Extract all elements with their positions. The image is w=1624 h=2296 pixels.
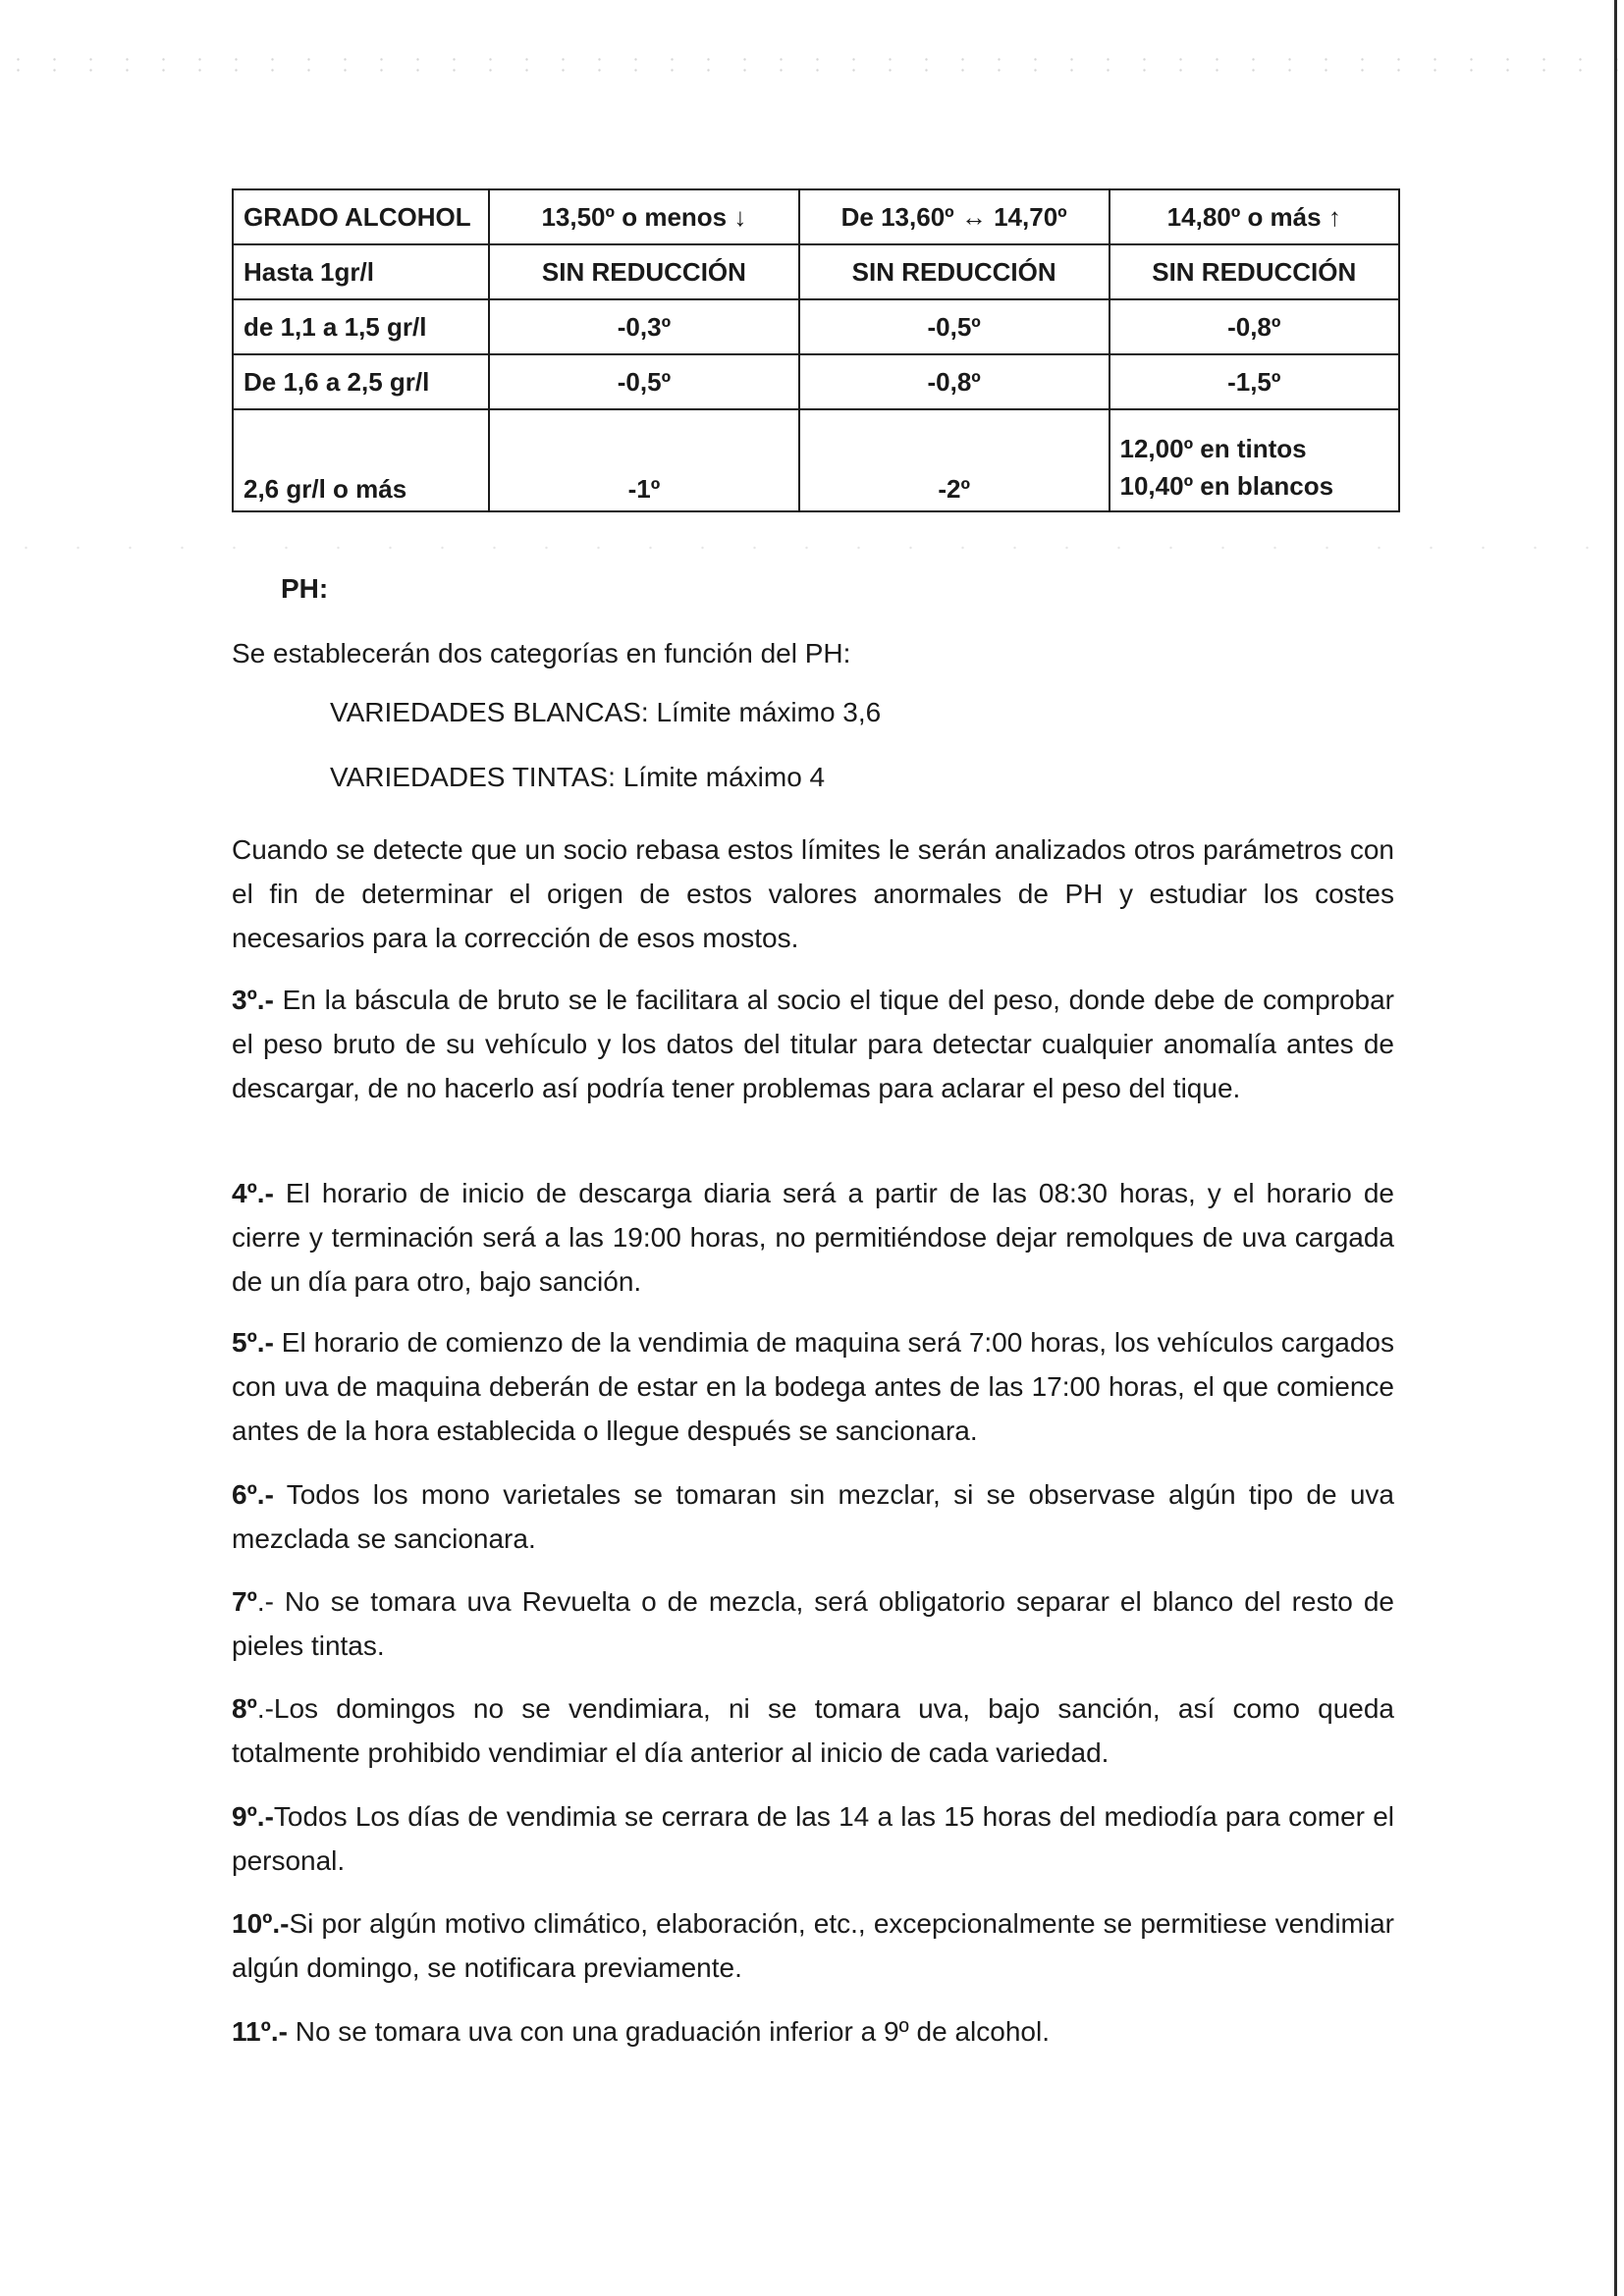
item-3 [232,978,1394,1110]
table-cell: -0,8º [1110,299,1400,354]
ph-heading: PH: [281,573,329,604]
table-cell: De 1,6 a 2,5 gr/l [233,354,489,409]
item-text: El horario de comienzo de la vendimia de maquina será 7:00 horas, los vehículos cargados con uva de maquina deberán de estar en la bodega antes de las 17:00 horas, el que comience antes de la hora establecida o llegue después se sancionara. [232,1327,1394,1446]
item-text: En la báscula de bruto se le facilitara al socio el tique del peso, donde debe de comprobar el peso bruto de su vehículo y los datos del titular para detectar cualquier anomalía antes de descargar, de no hacerlo así podría tener problemas para aclarar el peso del tique. [232,985,1394,1103]
ph-paragraph: Cuando se detecte que un socio rebasa estos límites le serán analizados otros parámetros con el fin de determinar el origen de estos valores anormales de PH y estudiar los costes necesarios para la corrección de esos mostos. [232,834,1394,953]
item-text: No se tomara uva con una graduación inferior a 9º de alcohol. [287,2016,1050,2047]
item-text: .-Los domingos no se vendimiara, ni se tomara uva, bajo sanción, así como queda totalmente prohibido vendimiar el día anterior al inicio de cada variedad. [232,1693,1394,1768]
item-number: 5º.- [232,1327,274,1358]
item-number: 7º [232,1586,257,1617]
table-cell: -0,5º [799,299,1110,354]
table-cell: -1º [489,409,799,511]
item-text: El horario de inicio de descarga diaria será a partir de las 08:30 horas, y el horario de cierre y terminación será a las 19:00 horas, no permitiéndose dejar remolques de uva cargada de un día para otro, bajo sanción. [232,1178,1394,1297]
table-row [233,354,1399,409]
table-header-cell: 14,80º o más ↑ [1110,189,1400,244]
ph-intro: Se establecerán dos categorías en función del PH: [232,638,851,668]
table-cell: -0,8º [799,354,1110,409]
scan-noise-top [0,54,1624,74]
item-6 [232,1472,1394,1561]
table-cell: Hasta 1gr/l [233,244,489,299]
item-number: 10º.- [232,1908,290,1939]
ph-tintas: VARIEDADES TINTAS: Límite máximo 4 [330,762,826,792]
item-10 [232,1901,1394,1990]
item-text: Todos Los días de vendimia se cerrara de las 14 a las 15 horas del mediodía para comer el personal. [232,1801,1394,1876]
item-number: 3º.- [232,985,274,1015]
table-cell: -0,5º [489,354,799,409]
table-cell: 2,6 gr/l o más [233,409,489,511]
item-text: Si por algún motivo climático, elaboración, etc., excepcionalmente se permitiese vendimiar algún domingo, se notificara previamente. [232,1908,1394,1983]
table-cell: SIN REDUCCIÓN [489,244,799,299]
table-header-cell: GRADO ALCOHOL [233,189,489,244]
table-cell: SIN REDUCCIÓN [799,244,1110,299]
alcohol-reduction-table [232,188,1400,512]
table-cell-line: 10,40º en blancos [1119,471,1334,501]
page-edge [1614,0,1617,2296]
table-cell: -2º [799,409,1110,511]
item-8 [232,1686,1394,1775]
table-cell: -0,3º [489,299,799,354]
table-cell-line: 12,00º en tintos [1119,434,1307,463]
item-text: .- No se tomara uva Revuelta o de mezcla, será obligatorio separar el blanco del resto de pieles tintas. [232,1586,1394,1661]
table-header-cell: De 13,60º ↔ 14,70º [799,189,1110,244]
item-11 [232,2009,1394,2054]
ph-blancas: VARIEDADES BLANCAS: Límite máximo 3,6 [330,697,882,727]
table-row [233,409,1399,511]
table-cell: SIN REDUCCIÓN [1110,244,1400,299]
table-header-row [233,189,1399,244]
table-cell: de 1,1 a 1,5 gr/l [233,299,489,354]
item-number: 9º.- [232,1801,274,1832]
table-cell [1110,409,1400,511]
item-7 [232,1579,1394,1668]
item-number: 4º.- [232,1178,274,1208]
item-4 [232,1171,1394,1304]
item-9 [232,1794,1394,1883]
table-header-cell: 13,50º o menos ↓ [489,189,799,244]
scan-noise-mid [0,542,1624,554]
item-text: Todos los mono varietales se tomaran sin mezclar, si se observase algún tipo de uva mezclada se sancionara. [232,1479,1394,1554]
item-number: 8º [232,1693,257,1724]
item-number: 11º.- [232,2016,288,2047]
item-number: 6º.- [232,1479,274,1510]
table-cell: -1,5º [1110,354,1400,409]
table-row [233,244,1399,299]
table-row [233,299,1399,354]
item-5 [232,1320,1394,1453]
